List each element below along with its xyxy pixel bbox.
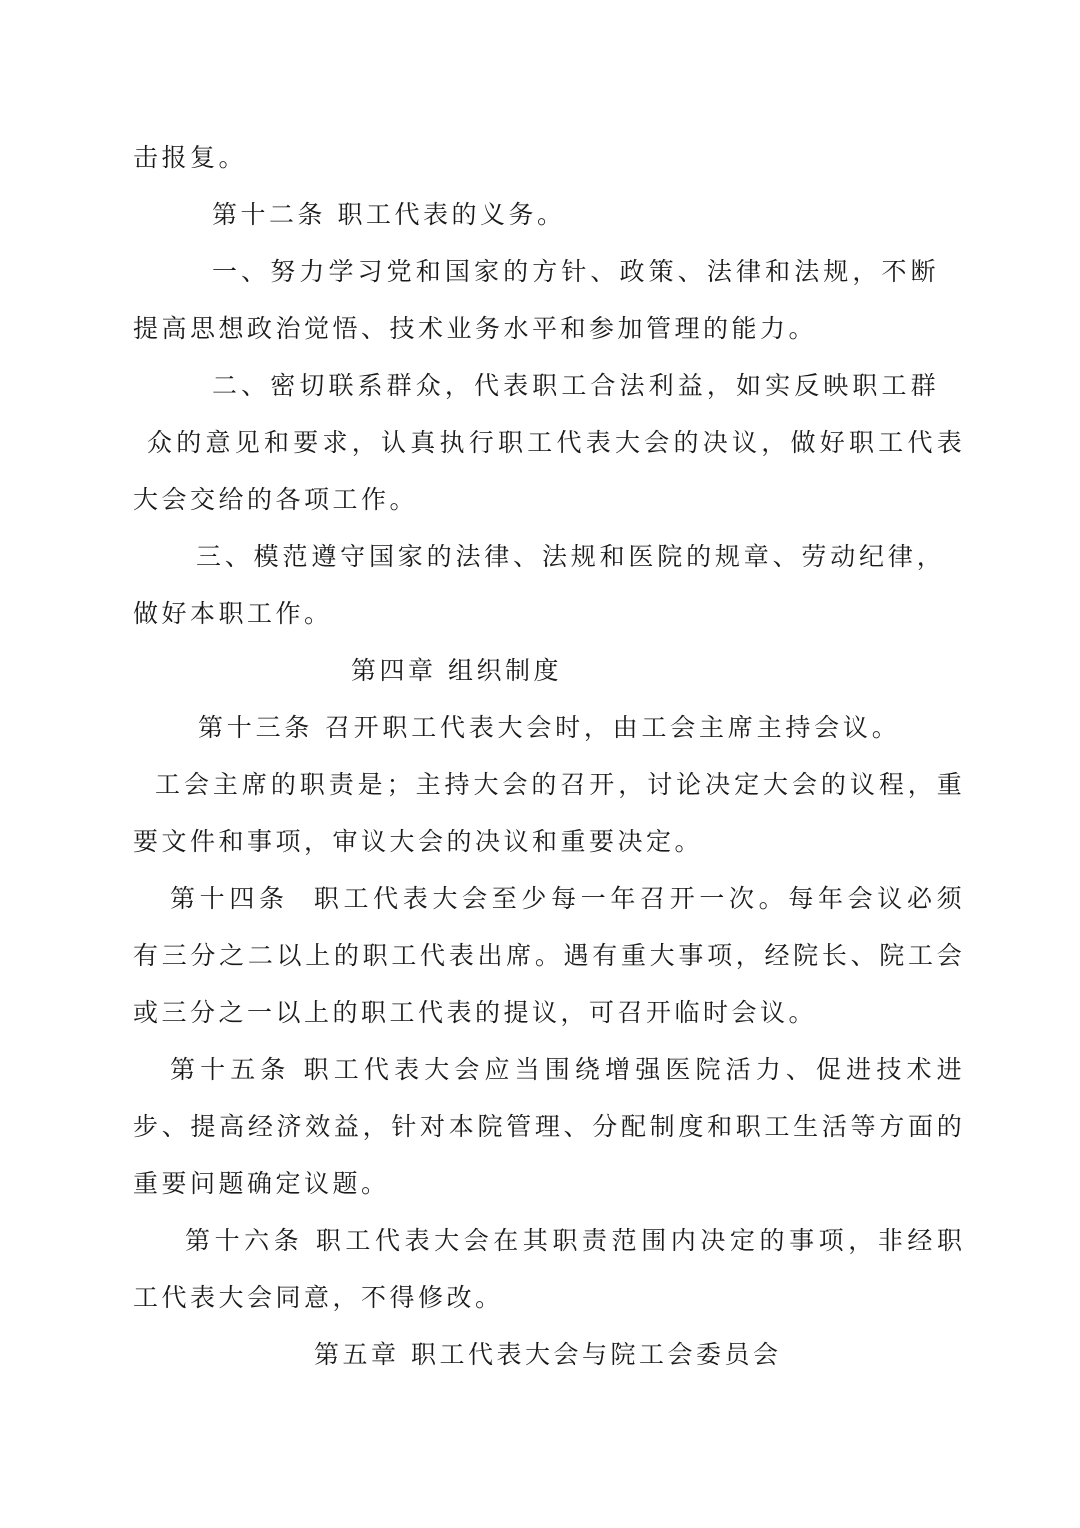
text-line: 三 、 模 范 遵 守 国 家 的 法 律 、 法 规 和 医 院 的 规 章 、 劳 动 纪 律 ， xyxy=(196,542,942,571)
text-line: 工代表大会同意，不得修改。 xyxy=(133,1283,504,1312)
article-14: 第 十 四 条 职 工 代 表 大 会 至 少 每 一 年 召 开 一 次 。 每 年 会 议 必 须 xyxy=(170,884,962,913)
text-line: 步 、 提 高 经 济 效 益 ， 针 对 本 院 管 理 、 分 配 制 度 和 职 工 生 活 等 方 面 的 xyxy=(133,1112,962,1141)
text-line: 众 的 意 见 和 要 求 ， 认 真 执 行 职 工 代 表 大 会 的 决 议 ， 做 好 职 工 代 表 xyxy=(147,428,962,457)
article-15: 第 十 五 条 职 工 代 表 大 会 应 当 围 绕 增 强 医 院 活 力 、 促 进 技 术 进 xyxy=(170,1055,962,1084)
text-line: 做好本职工作。 xyxy=(133,599,333,628)
text-line: 击报复。 xyxy=(133,143,248,172)
text-line: 重要问题确定议题。 xyxy=(133,1169,390,1198)
chapter-5-heading: 第五章 职工代表大会与院工会委员会 xyxy=(314,1340,782,1369)
text-line: 工 会 主 席 的 职 责 是 ； 主 持 大 会 的 召 开 ， 讨 论 决 定 大 会 的 议 程 ， 重 xyxy=(155,770,962,799)
text-line: 二 、 密 切 联 系 群 众 ， 代 表 职 工 合 法 利 益 ， 如 实 反 映 职 工 群 xyxy=(212,371,936,400)
article-16: 第 十 六 条 职 工 代 表 大 会 在 其 职 责 范 围 内 决 定 的 事 项 ， 非 经 职 xyxy=(185,1226,962,1255)
chapter-4-heading: 第四章 组织制度 xyxy=(351,656,562,685)
text-line: 大会交给的各项工作。 xyxy=(133,485,419,514)
article-12-heading: 第十二条 职工代表的义务。 xyxy=(212,200,566,229)
text-line: 要文件和事项，审议大会的决议和重要决定。 xyxy=(133,827,704,856)
text-line: 一 、 努 力 学 习 党 和 国 家 的 方 针 、 政 策 、 法 律 和 法 规 ， 不 断 xyxy=(212,257,936,286)
text-line: 有 三 分 之 二 以 上 的 职 工 代 表 出 席 。 遇 有 重 大 事 项 ， 经 院 长 、 院 工 会 xyxy=(133,941,962,970)
article-13: 第 十 三 条 召 开 职 工 代 表 大 会 时 ， 由 工 会 主 席 主 持 会 议 。 xyxy=(198,713,897,742)
text-line: 或三分之一以上的职工代表的提议，可召开临时会议。 xyxy=(133,998,818,1027)
text-line: 提高思想政治觉悟、技术业务水平和参加管理的能力。 xyxy=(133,314,818,343)
